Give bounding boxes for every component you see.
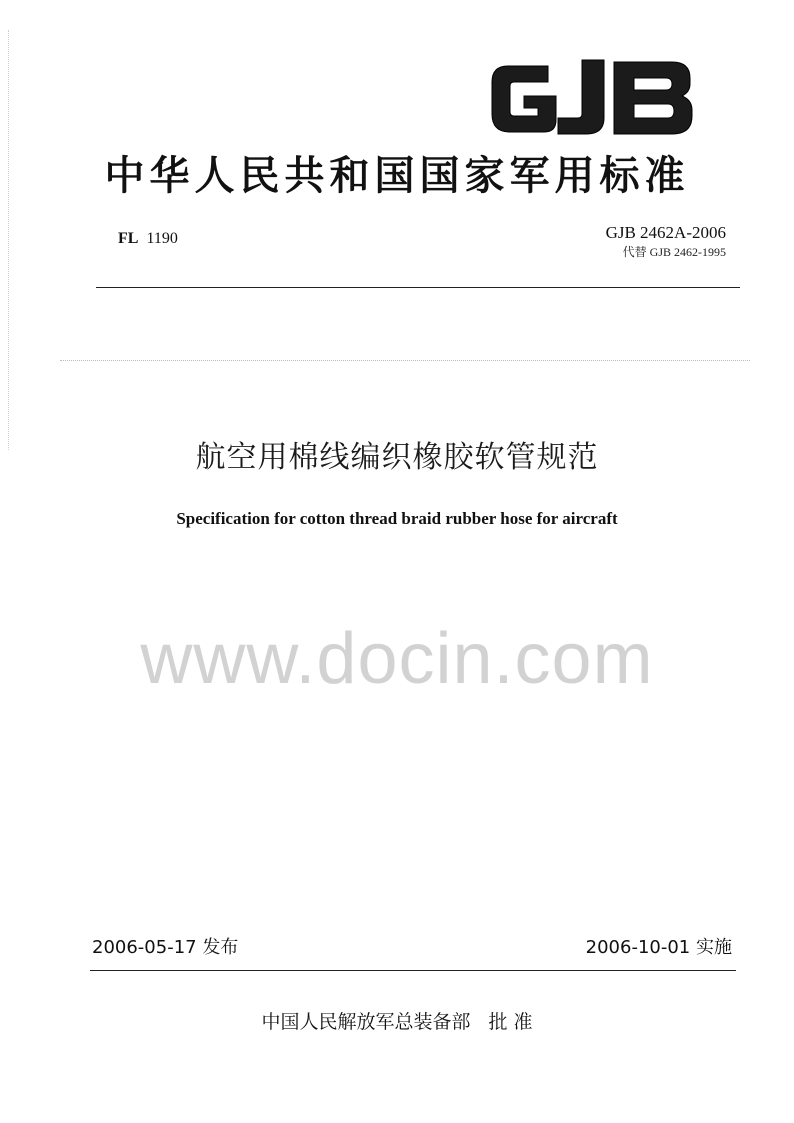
approval-action: 批 准 [488, 1011, 533, 1033]
document-title-english: Specification for cotton thread braid rubber hose for aircraft [176, 509, 618, 528]
standard-code: GJB 2462A-2006 [605, 223, 726, 242]
header-divider [96, 287, 740, 288]
classification-number: 1190 [146, 230, 178, 247]
scan-edge-mark [8, 30, 9, 450]
classification-code [118, 229, 178, 249]
issue-date: 2006-05-17 发布 [92, 937, 239, 958]
approving-authority: 中国人民解放军总装备部 [261, 1011, 471, 1033]
watermark: www.docin.com [140, 619, 654, 699]
gjb-logo [486, 52, 700, 140]
approval-line [40, 1008, 754, 1036]
replaces-standard: 代替 GJB 2462-1995 [622, 245, 726, 259]
footer-divider [90, 970, 736, 971]
national-standard-title: 中华人民共和国国家军用标准 [104, 153, 690, 199]
effective-date: 2006-10-01 实施 [585, 937, 732, 958]
classification-prefix: FL [118, 230, 139, 247]
dotted-divider [60, 360, 750, 361]
document-title-chinese: 航空用棉线编织橡胶软管规范 [195, 440, 599, 475]
